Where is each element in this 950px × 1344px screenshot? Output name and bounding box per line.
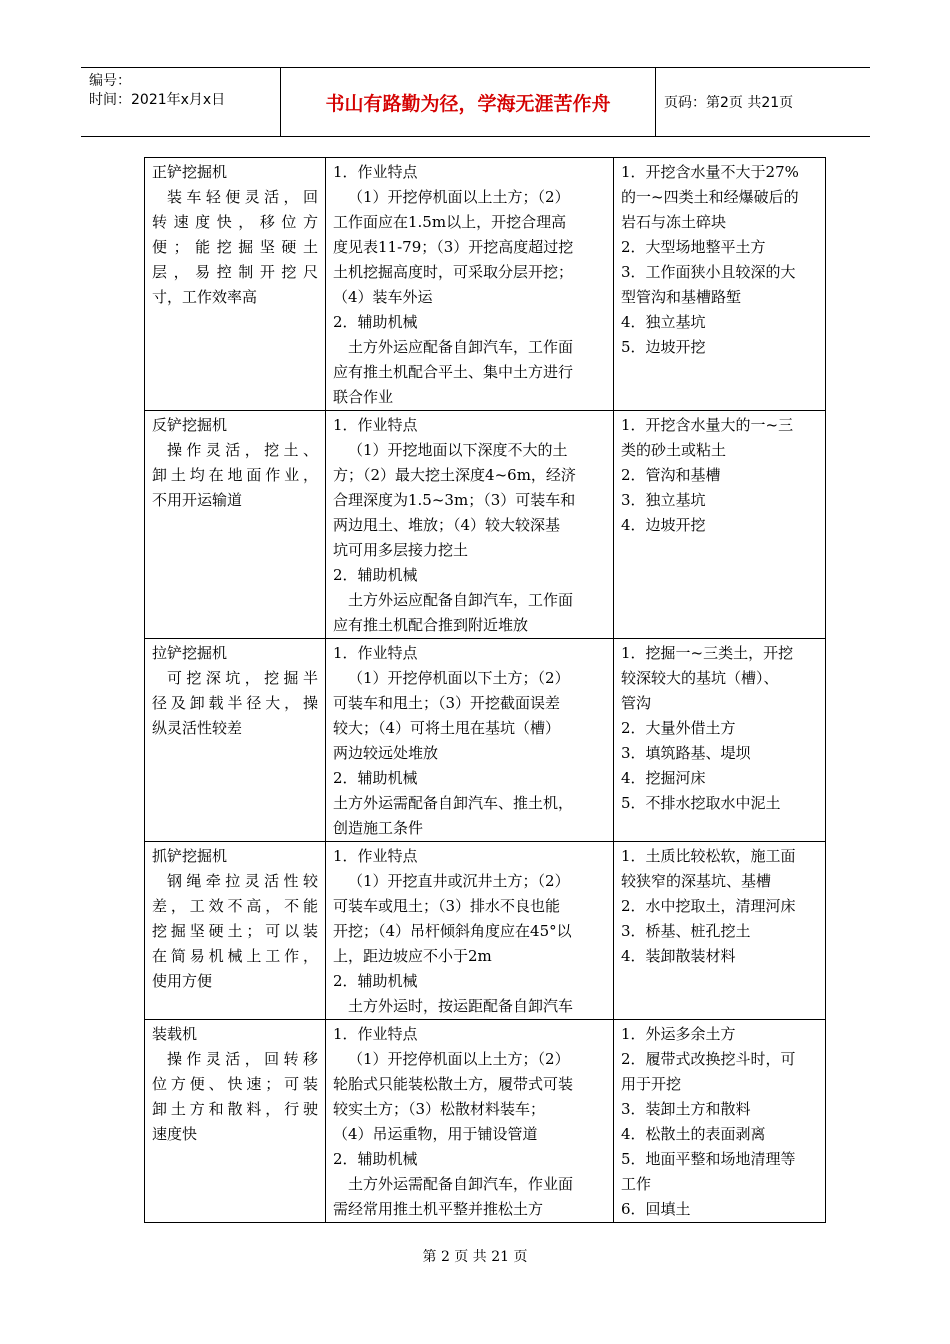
feature-line: 土方外运需配备自卸汽车、推土机， [333, 794, 574, 812]
excavator-table [144, 157, 826, 1223]
feature-line: 轮胎式只能装松散土方，履带式可装 [333, 1075, 574, 1093]
machine-desc-line: 在简易机械上工作， [152, 947, 318, 965]
machine-desc-line: 转速度快，移位方 [152, 213, 318, 231]
feature-line: 两边甩土、堆放；（4）较大较深基 [333, 516, 561, 534]
table-row [145, 411, 826, 639]
use-line: 3．装卸土方和散料 [621, 1100, 751, 1118]
features-cell [326, 411, 614, 639]
feature-line: 应有推土机配合平土、集中土方进行 [333, 363, 574, 381]
machine-cell [145, 158, 326, 411]
machine-desc-line: 寸，工作效率高 [152, 288, 258, 306]
machine-desc-line: 钢绳牵拉灵活性较 [167, 872, 318, 890]
use-line: 3．填筑路基、堤坝 [621, 744, 751, 762]
use-line: 4．挖掘河床 [621, 769, 706, 787]
machine-name: 拉铲挖掘机 [152, 644, 228, 662]
feature-line: 1．作业特点 [333, 163, 418, 181]
use-line: 较狭窄的深基坑、基槽 [621, 872, 772, 890]
feature-line: 2．辅助机械 [333, 769, 418, 787]
machine-desc-line: 可挖深坑，挖掘半 [167, 669, 318, 687]
machine-desc-line: 使用方便 [152, 972, 213, 990]
page-label: 页码：第2页 共21页 [664, 95, 794, 111]
feature-line: 合理深度为1.5~3m；（3）可装车和 [333, 491, 576, 509]
feature-line: 1．作业特点 [333, 416, 418, 434]
table-row [145, 639, 826, 842]
machine-desc-line: 位方便、快速；可装 [152, 1075, 318, 1093]
machine-desc-line: 速度快 [152, 1125, 198, 1143]
use-line: 4．装卸散装材料 [621, 947, 736, 965]
machine-name: 反铲挖掘机 [152, 416, 228, 434]
use-line: 2．履带式改换挖斗时，可 [621, 1050, 796, 1068]
feature-line: 可装车或甩土；（3）排水不良也能 [333, 897, 561, 915]
machine-desc-line: 操作灵活，挖土、 [167, 441, 318, 459]
feature-line: 工作面应在1.5m以上，开挖合理高 [333, 213, 567, 231]
features-cell [326, 1020, 614, 1223]
feature-line: 较大；（4）可将土甩在基坑（槽） [333, 719, 561, 737]
use-line: 较深较大的基坑（槽）、 [621, 669, 779, 687]
feature-line: （1）开挖停机面以下土方；（2） [348, 669, 570, 687]
use-line: 1．挖掘一~三类土，开挖 [621, 644, 794, 662]
table-row [145, 1020, 826, 1223]
use-line: 5．边坡开挖 [621, 338, 706, 356]
use-line: 4．边坡开挖 [621, 516, 706, 534]
feature-line: 可装车和甩土；（3）开挖截面误差 [333, 694, 561, 712]
motto: 书山有路勤为径，学海无涯苦作舟 [281, 68, 656, 136]
uses-cell [614, 1020, 826, 1223]
feature-line: 较实土方；（3）松散材料装车； [333, 1100, 546, 1118]
feature-line: 2．辅助机械 [333, 566, 418, 584]
use-line: 的一~四类土和经爆破后的 [621, 188, 799, 206]
feature-line: 1．作业特点 [333, 1025, 418, 1043]
machine-desc-line: 不用开运输道 [152, 491, 243, 509]
feature-line: 需经常用推土机平整并推松土方 [333, 1200, 544, 1218]
feature-line: 方；（2）最大挖土深度4~6m，经济 [333, 466, 576, 484]
feature-line: （1）开挖停机面以上土方；（2） [348, 188, 570, 206]
use-line: 工作 [621, 1175, 652, 1193]
feature-line: 1．作业特点 [333, 644, 418, 662]
machine-desc-line: 操作灵活，回转移 [167, 1050, 318, 1068]
machine-desc-line: 挖掘坚硬土；可以装 [152, 922, 318, 940]
feature-line: 土方外运应配备自卸汽车，工作面 [348, 591, 574, 609]
machine-cell [145, 411, 326, 639]
machine-name: 装载机 [152, 1025, 198, 1043]
feature-line: 开挖；（4）吊杆倾斜角度应在45°以 [333, 922, 572, 940]
use-line: 5．地面平整和场地清理等 [621, 1150, 796, 1168]
machine-desc-line: 便；能挖掘坚硬土 [152, 238, 318, 256]
feature-line: 创造施工条件 [333, 819, 424, 837]
feature-line: 两边较远处堆放 [333, 744, 439, 762]
use-line: 型管沟和基槽路堑 [621, 288, 742, 306]
use-line: 3．独立基坑 [621, 491, 706, 509]
machine-name: 抓铲挖掘机 [152, 847, 228, 865]
feature-line: 土方外运时，按运距配备自卸汽车 [348, 997, 574, 1015]
use-line: 2．管沟和基槽 [621, 466, 721, 484]
feature-line: 土机挖掘高度时，可采取分层开挖； [333, 263, 574, 281]
machine-desc-line: 层，易控制开挖尺 [152, 263, 318, 281]
uses-cell [614, 411, 826, 639]
use-line: 3．工作面狭小且较深的大 [621, 263, 796, 281]
use-line: 1．开挖含水量不大于27% [621, 163, 799, 181]
table-row [145, 158, 826, 411]
use-line: 2．水中挖取土，清理河床 [621, 897, 796, 915]
machine-desc-line: 卸土方和散料，行驶 [152, 1100, 318, 1118]
time-label: 时间：2021年x月x日 [89, 92, 226, 108]
uses-cell [614, 842, 826, 1020]
features-cell [326, 158, 614, 411]
uses-cell [614, 639, 826, 842]
uses-cell [614, 158, 826, 411]
machine-desc-line: 装车轻便灵活，回 [167, 188, 318, 206]
header-meta [81, 68, 281, 136]
machine-desc-line: 纵灵活性较差 [152, 719, 243, 737]
feature-line: （4）装车外运 [333, 288, 433, 306]
use-line: 1．开挖含水量大的一~三 [621, 416, 794, 434]
page-header [81, 67, 870, 137]
table-row [145, 842, 826, 1020]
feature-line: 坑可用多层接力挖土 [333, 541, 469, 559]
features-cell [326, 842, 614, 1020]
feature-line: 2．辅助机械 [333, 972, 418, 990]
use-line: 6．回填土 [621, 1200, 691, 1218]
page-footer: 第 2 页 共 21 页 [422, 1249, 528, 1265]
use-line: 4．独立基坑 [621, 313, 706, 331]
feature-line: 度见表11-79；（3）开挖高度超过挖 [333, 238, 574, 256]
use-line: 类的砂土或粘土 [621, 441, 727, 459]
machine-desc-line: 差，工效不高，不能 [152, 897, 318, 915]
number-label: 编号： [89, 73, 131, 89]
feature-line: （1）开挖直井或沉井土方；（2） [348, 872, 570, 890]
feature-line: （4）吊运重物，用于铺设管道 [333, 1125, 538, 1143]
use-line: 管沟 [621, 694, 652, 712]
use-line: 5．不排水挖取水中泥土 [621, 794, 781, 812]
machine-cell [145, 842, 326, 1020]
use-line: 2．大量外借土方 [621, 719, 736, 737]
feature-line: 土方外运应配备自卸汽车，工作面 [348, 338, 574, 356]
feature-line: 应有推土机配合推到附近堆放 [333, 616, 529, 634]
machine-cell [145, 1020, 326, 1223]
use-line: 用于开挖 [621, 1075, 682, 1093]
feature-line: 2．辅助机械 [333, 313, 418, 331]
feature-line: 2．辅助机械 [333, 1150, 418, 1168]
feature-line: 1．作业特点 [333, 847, 418, 865]
use-line: 岩石与冻土碎块 [621, 213, 727, 231]
feature-line: 土方外运需配备自卸汽车，作业面 [348, 1175, 574, 1193]
feature-line: （1）开挖停机面以上土方；（2） [348, 1050, 570, 1068]
use-line: 1．土质比较松软，施工面 [621, 847, 796, 865]
feature-line: 联合作业 [333, 388, 394, 406]
use-line: 2．大型场地整平土方 [621, 238, 766, 256]
features-cell [326, 639, 614, 842]
machine-desc-line: 卸土均在地面作业， [152, 466, 318, 484]
feature-line: 上，距边坡应不小于2m [333, 947, 492, 965]
use-line: 4．松散土的表面剥离 [621, 1125, 766, 1143]
use-line: 1．外运多余土方 [621, 1025, 736, 1043]
machine-name: 正铲挖掘机 [152, 163, 228, 181]
feature-line: （1）开挖地面以下深度不大的土 [348, 441, 568, 459]
use-line: 3．桥基、桩孔挖土 [621, 922, 751, 940]
machine-cell [145, 639, 326, 842]
machine-desc-line: 径及卸载半径大，操 [152, 694, 318, 712]
